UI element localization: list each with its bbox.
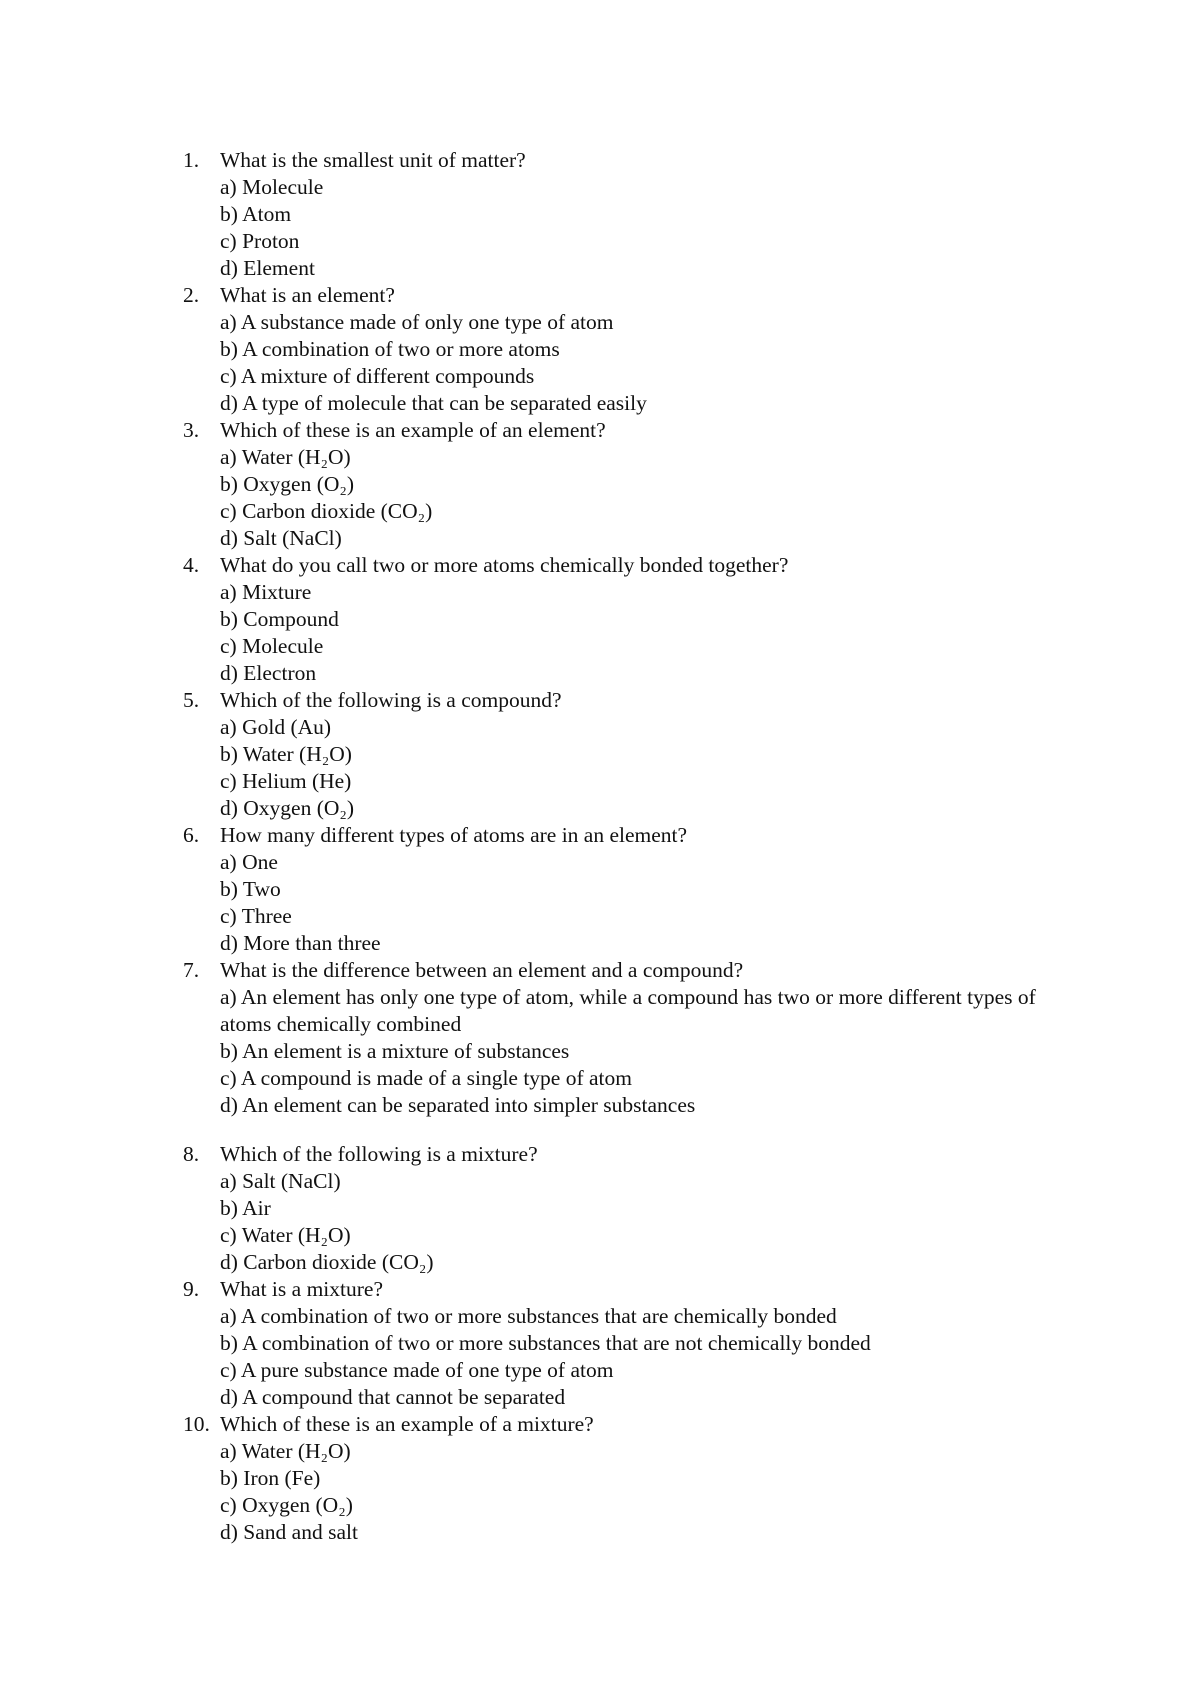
question-3: [183, 417, 1083, 552]
option-b: b) Compound: [220, 607, 339, 631]
option-a: a) An element has only one type of atom, while a compound has two or more different types of atoms chemically combined: [220, 985, 1036, 1036]
option-c: c) Helium (He): [220, 769, 352, 793]
option-a: a) Mixture: [220, 580, 312, 604]
question-text: Which of these is an example of a mixture?: [220, 1412, 594, 1436]
question-4: [183, 552, 1083, 687]
option-b: b) Water (H₂O): [220, 742, 352, 766]
question-number: 8.: [183, 1142, 200, 1166]
option-a: a) Water (H₂O): [220, 1439, 351, 1463]
option-b: b) Two: [220, 877, 281, 901]
question-10: [183, 1411, 1083, 1546]
option-c: c) A compound is made of a single type of atom: [220, 1066, 632, 1090]
option-d: d) More than three: [220, 931, 381, 955]
question-number: 10.: [183, 1412, 210, 1436]
question-text: What is the smallest unit of matter?: [220, 148, 526, 172]
option-d: d) Sand and salt: [220, 1520, 358, 1544]
question-number: 1.: [183, 148, 200, 172]
option-c: c) A mixture of different compounds: [220, 364, 535, 388]
option-a: a) A combination of two or more substances that are chemically bonded: [220, 1304, 837, 1328]
blank-line: [183, 1119, 1083, 1141]
option-b: b) Oxygen (O₂): [220, 472, 355, 496]
question-text: What is the difference between an element and a compound?: [220, 958, 744, 982]
question-text: How many different types of atoms are in an element?: [220, 823, 688, 847]
question-text: What is a mixture?: [220, 1277, 383, 1301]
option-d: d) Carbon dioxide (CO₂): [220, 1250, 434, 1274]
option-b: b) An element is a mixture of substances: [220, 1039, 570, 1063]
question-list: [183, 147, 1083, 1546]
option-a: a) Salt (NaCl): [220, 1169, 341, 1193]
option-d: d) Oxygen (O₂): [220, 796, 355, 820]
option-b: b) Air: [220, 1196, 271, 1220]
question-number: 3.: [183, 418, 200, 442]
option-a: a) Molecule: [220, 175, 324, 199]
option-d: d) A type of molecule that can be separated easily: [220, 391, 647, 415]
question-7: [183, 957, 1083, 1119]
option-c: c) Three: [220, 904, 292, 928]
option-a: a) Water (H₂O): [220, 445, 351, 469]
question-number: 2.: [183, 283, 200, 307]
question-text: What is an element?: [220, 283, 395, 307]
question-text: What do you call two or more atoms chemically bonded together?: [220, 553, 789, 577]
option-b: b) A combination of two or more atoms: [220, 337, 560, 361]
question-number: 5.: [183, 688, 200, 712]
question-5: [183, 687, 1083, 822]
question-2: [183, 282, 1083, 417]
option-c: c) Water (H₂O): [220, 1223, 351, 1247]
option-d: d) An element can be separated into simpler substances: [220, 1093, 696, 1117]
question-text: Which of the following is a mixture?: [220, 1142, 538, 1166]
question-number: 9.: [183, 1277, 200, 1301]
question-number: 4.: [183, 553, 200, 577]
question-9: [183, 1276, 1083, 1411]
option-d: d) Salt (NaCl): [220, 526, 342, 550]
option-b: b) A combination of two or more substances that are not chemically bonded: [220, 1331, 871, 1355]
option-b: b) Iron (Fe): [220, 1466, 321, 1490]
question-8: [183, 1141, 1083, 1276]
question-number: 7.: [183, 958, 200, 982]
option-d: d) Element: [220, 256, 315, 280]
option-b: b) Atom: [220, 202, 292, 226]
option-a: a) A substance made of only one type of atom: [220, 310, 614, 334]
question-6: [183, 822, 1083, 957]
question-text: Which of these is an example of an element?: [220, 418, 606, 442]
question-1: [183, 147, 1083, 282]
option-c: c) Oxygen (O₂): [220, 1493, 353, 1517]
option-d: d) A compound that cannot be separated: [220, 1385, 566, 1409]
option-a: a) Gold (Au): [220, 715, 332, 739]
option-c: c) A pure substance made of one type of atom: [220, 1358, 614, 1382]
option-a: a) One: [220, 850, 278, 874]
question-text: Which of the following is a compound?: [220, 688, 562, 712]
option-c: c) Proton: [220, 229, 300, 253]
question-number: 6.: [183, 823, 200, 847]
option-d: d) Electron: [220, 661, 317, 685]
option-c: c) Carbon dioxide (CO₂): [220, 499, 433, 523]
option-c: c) Molecule: [220, 634, 324, 658]
